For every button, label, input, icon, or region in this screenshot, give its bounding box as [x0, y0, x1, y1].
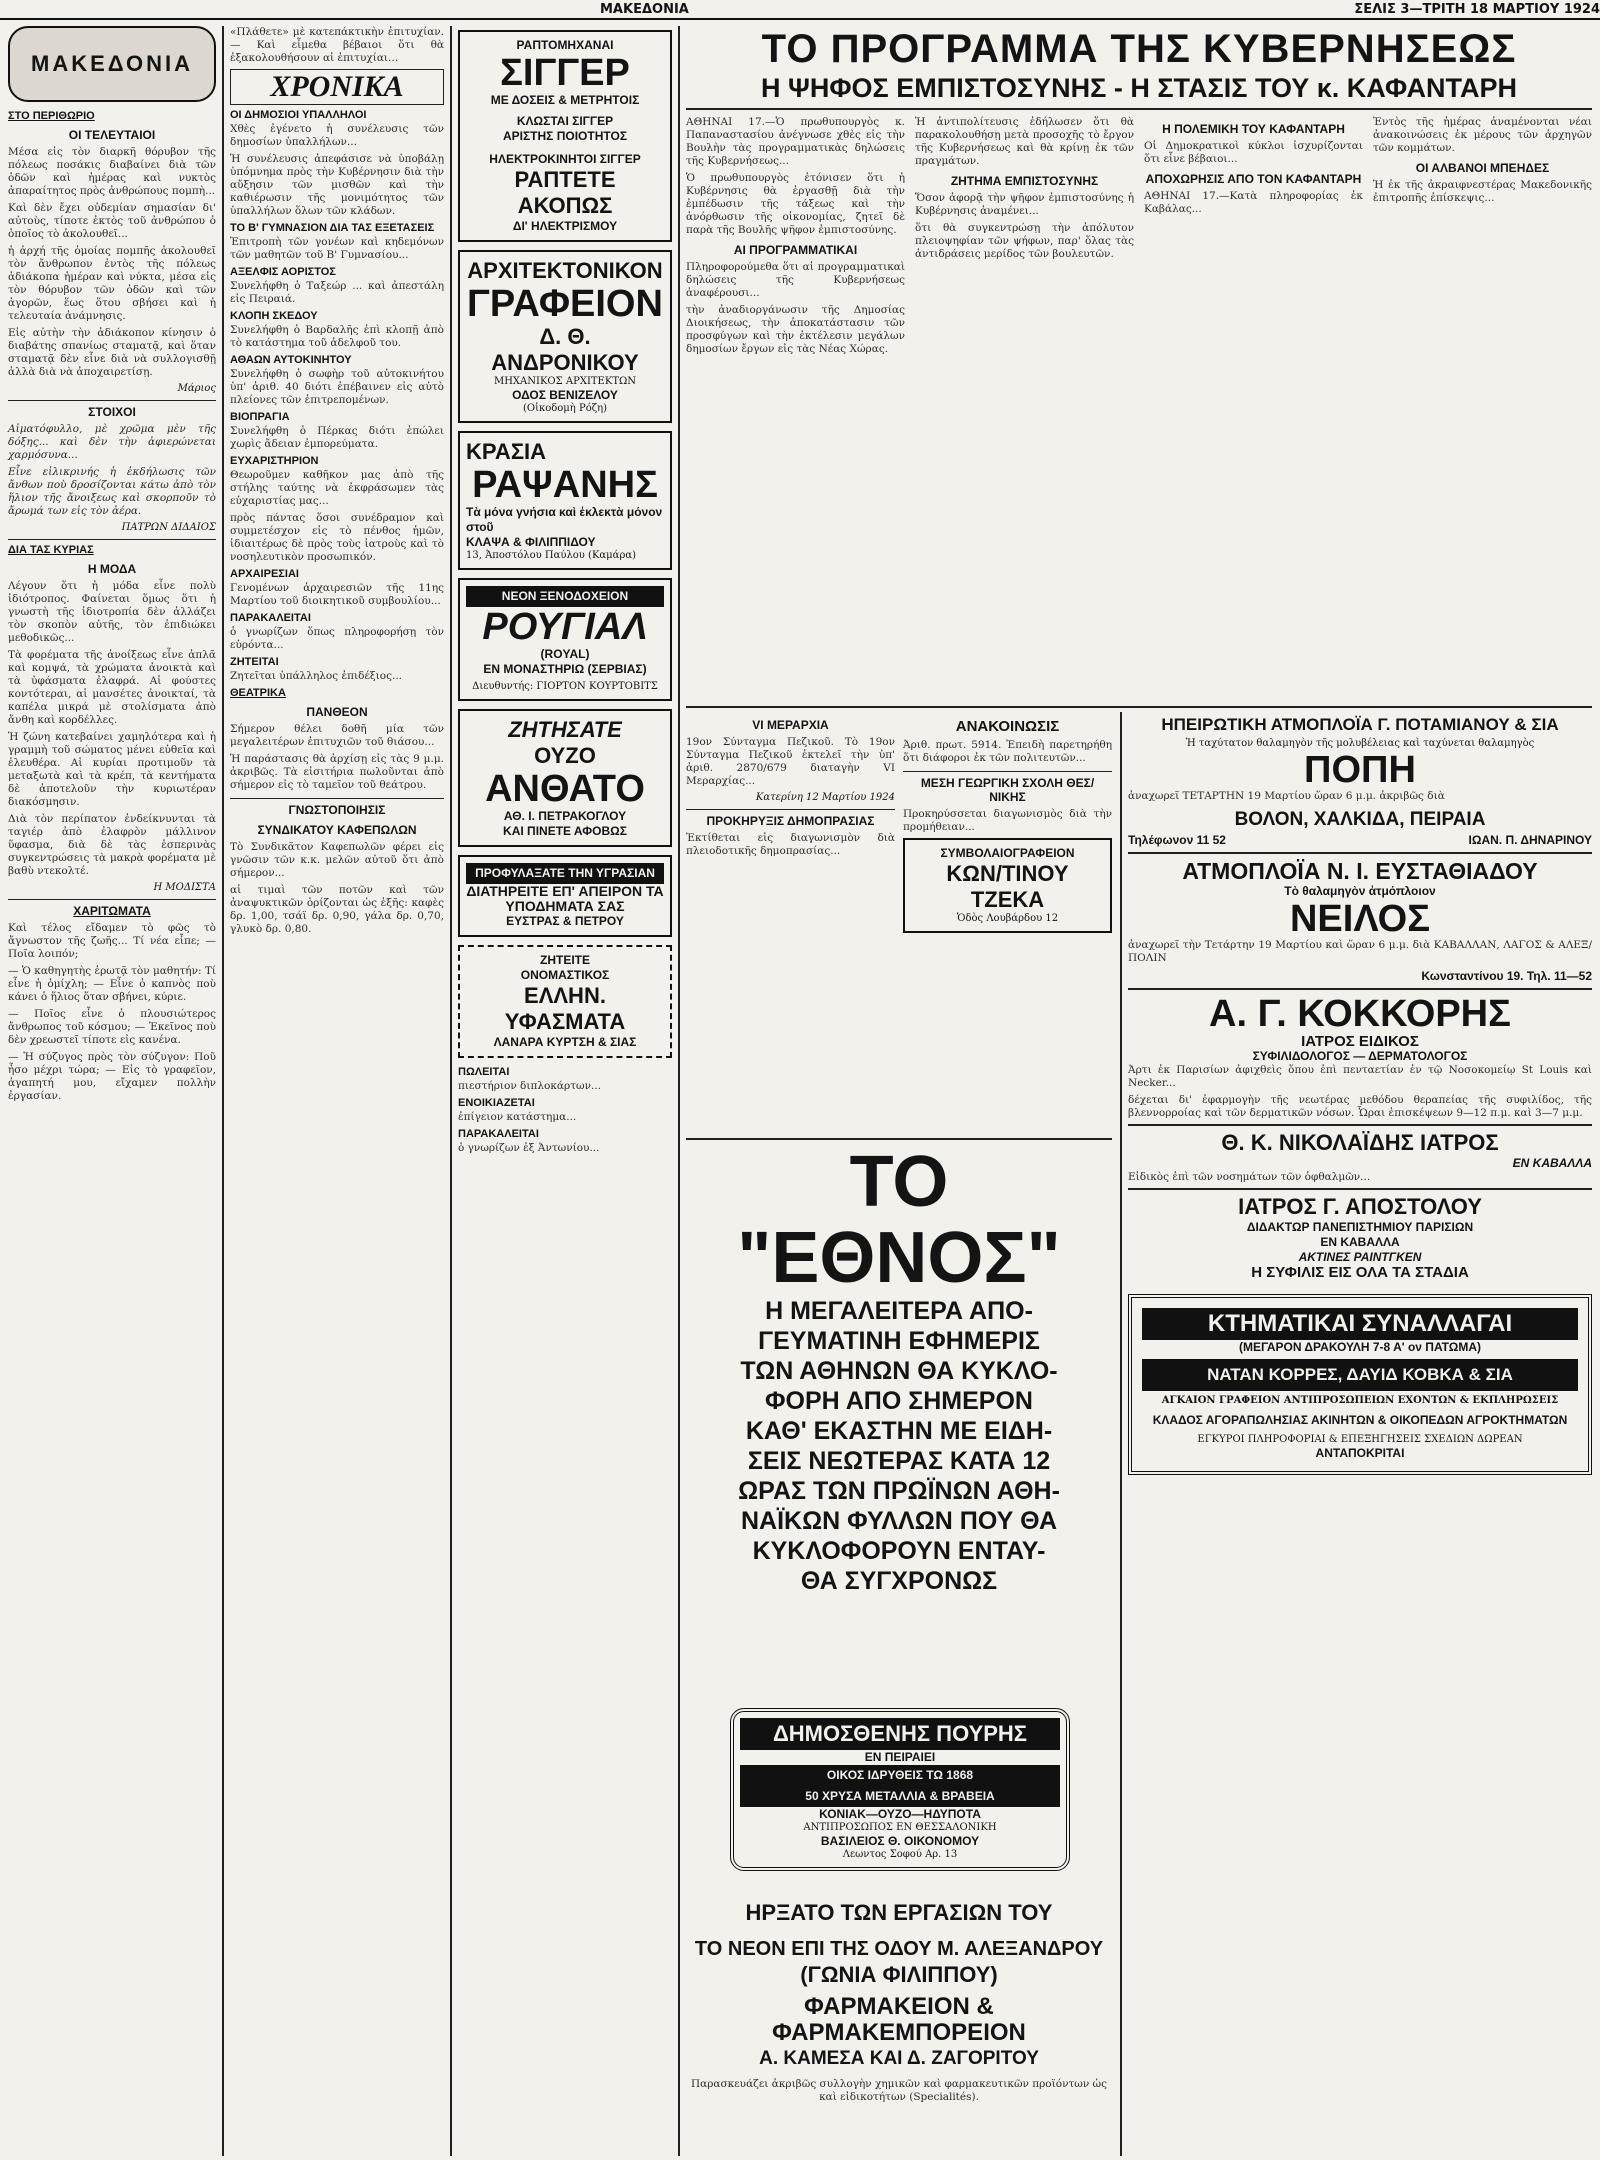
coop-line-3: ΝΑΤΑΝ ΚΟΡΡΕΣ, ΔΑΥΙΔ ΚΟΒΚΑ & ΣΙΑ — [1142, 1359, 1578, 1391]
pouris-line-1: ΔΗΜΟΣΘΕΝΗΣ ΠΟΥΡΗΣ — [740, 1718, 1060, 1750]
kokk-text: Ἀρτι ἐκ Παρισίων ἀφιχθεὶς ὅπου ἐπὶ πενταετίαν ἐν τῷ Νοσοκομείῳ St Louis καὶ Necker... — [1128, 1064, 1592, 1089]
debt-signature: Κατερίνη 12 Μαρτίου 1924 — [755, 792, 895, 803]
bio-title: ΒΙΟΠΡΑΓΙΑ — [230, 411, 290, 423]
arch-line-5: ΟΔΟΣ ΒΕΝΙΖΕΛΟΥ — [512, 388, 618, 402]
ethnos-line-7: ΩΡΑΣ ΤΩΝ ΠΡΩΪΝΩΝ ΑΘΗ- — [738, 1477, 1060, 1505]
nikol-title: Θ. Κ. ΝΙΚΟΛΑΪΔΗΣ ΙΑΤΡΟΣ — [1221, 1130, 1499, 1155]
prog-title: ΑΙ ΠΡΟΓΡΑΜΜΑΤΙΚΑΙ — [733, 243, 858, 257]
ad-rule — [1128, 852, 1592, 854]
sale-text: πιεστήριον διπλοκάρτων... — [458, 1080, 601, 1092]
article-last-filler-2: Εἰς αὐτὴν τὴν ἀδιάκοπον κίνησιν ὁ διαβάτης σπανίως σταματᾷ, καὶ ὅταν σταματᾷ δὲν εἶνε διὰ νὰ συλλογισθῇ ἀλλὰ διὰ νὰ ἀποχαιρετίσῃ. — [8, 327, 216, 378]
rent-title: ΕΝΟΙΚΙΑΖΕΤΑΙ — [458, 1097, 535, 1109]
kokk-title: Α. Γ. ΚΟΚΚΟΡΗΣ — [1209, 993, 1511, 1035]
ad-health — [458, 855, 672, 937]
potam-sub: Ἡ ταχύτατον θαλαμηγὸν τῆς μολυβέλειας καὶ ταχύνεται θαλαμηγὸς — [1185, 738, 1535, 749]
pouris-line-7: ΒΑΣΙΛΕΙΟΣ Θ. ΟΙΚΟΝΟΜΟΥ — [820, 1834, 980, 1848]
ethnos-line-8: ΝΑΪΚΩΝ ΦΥΛΛΩΝ ΠΟΥ ΘΑ — [740, 1507, 1058, 1535]
ad-notary — [903, 838, 1112, 933]
hotel-line-4: ΕΝ ΜΟΝΑΣΤΗΡΙΩ (ΣΕΡΒΙΑΣ) — [483, 662, 647, 676]
notary-line-2: ΚΩΝ/ΤΙΝΟΥ ΤΖΕΚΑ — [946, 861, 1069, 912]
fabric-line-1: ΖΗΤΕΙΤΕ — [540, 953, 590, 967]
masthead-date: ΣΕΛΙΣ 3—ΤΡΙΤΗ 18 ΜΑΡΤΙΟΥ 1924 — [1354, 1, 1600, 17]
singer-line-1: ΡΑΠΤΟΜΗΧΑΝΑΙ — [516, 38, 614, 52]
ouzo-line-3: ΑΝΘΑΤΟ — [485, 768, 645, 810]
polemic-text: Οἱ Δημοκρατικοὶ κύκλοι ἰσχυρίζονται ὅτι εἶνε βέβαιοι... — [1144, 140, 1363, 165]
neilos-text: ἀναχωρεῖ τὴν Τετάρτην 19 Μαρτίου καὶ ὥραν 6 μ.μ. διὰ ΚΑΒΑΛΛΑΝ, ΛΑΓΟΣ & ΑΛΕΞ/ΠΟΛΙΝ — [1128, 939, 1592, 964]
tender-text: Ἐκτίθεται εἰς διαγωνισμὸν διὰ πλειοδοτικῆς δημοπρασίας... — [686, 832, 895, 857]
article-last-title: ΟΙ ΤΕΛΕΥΤΑΙΟΙ — [68, 128, 156, 142]
poems-title: ΣΤΟΙΧΟΙ — [8, 400, 216, 419]
pouris-line-2: ΕΝ ΠΕΙΡΑΙΕΙ — [864, 1750, 936, 1764]
rent-text: ἐπίγειον κατάστημα... — [458, 1111, 577, 1123]
fashion-text: Λέγουν ὅτι ἡ μόδα εἶνε πολὺ ἰδιότροπος. Φαίνεται ὅμως ὅτι ἡ γνωστὴ τῆς ἰδιοτροπία δὲν ἀλλάζει τὸν σκοπὸν αὐτῆς, τὸν ἐπιδιώκει μεθοδικῶς... — [8, 580, 216, 644]
gossip-filler: — Ὁ καθηγητὴς ἐρωτᾷ τὸν μαθητήν: Τί εἶνε ἡ ὁμίχλη; — Εἶνε ὁ καπνὸς ποὺ κάνει ὁ ἥλιος ὅταν σβήνει, κύριε. — [8, 965, 216, 1003]
coop-line-5: ΚΛΑΔΟΣ ΑΓΟΡΑΠΩΛΗΣΙΑΣ ΑΚΙΝΗΤΩΝ & ΟΙΚΟΠΕΔΩΝ ΑΓΡΟΚΤΗΜΑΤΩΝ — [1152, 1413, 1568, 1427]
page-masthead — [0, 0, 1600, 20]
neilos-agent: Κωνσταντίνου 19. Τηλ. 11—52 — [1421, 969, 1592, 983]
potam-title: ΗΠΕΙΡΩΤΙΚΗ ΑΤΜΟΠΛΟΪΑ Γ. ΠΟΤΑΜΙΑΝΟΥ & ΣΙΑ — [1161, 715, 1559, 734]
ad-pouris — [730, 1708, 1070, 1858]
ouzo-line-4: ΑΘ. Ι. ΠΕΤΡΑΚΟΓΛΟΥ — [503, 809, 627, 823]
column-rule — [1120, 712, 1122, 2156]
popi-footer — [1128, 833, 1592, 848]
lower-notices — [686, 712, 1112, 1130]
coop-line-6: ΕΓΚΥΡΟΙ ΠΛΗΡΟΦΟΡΙΑΙ & ΕΠΕΞΗΓΗΣΕΙΣ ΣΧΕΔΙΩΝ ΔΩΡΕΑΝ — [1197, 1434, 1523, 1445]
theatre-subtitle: ΠΑΝΘΕΟΝ — [306, 705, 368, 719]
ethnos-line-1: Η ΜΕΓΑΛΕΙΤΕΡΑ ΑΠΟ- — [765, 1297, 1033, 1325]
school-text: Προκηρύσσεται διαγωνισμὸς διὰ τὴν προμήθειαν... — [903, 808, 1112, 833]
pharmacy-line-2: ΤΟ ΝΕΟΝ ΕΠΙ ΤΗΣ ΟΔΟΥ Μ. ΑΛΕΞΑΝΔΡΟΥ — [694, 1938, 1104, 1960]
ethnos-line-3: ΤΩΝ ΑΘΗΝΩΝ ΘΑ ΚΥΚΛΟ- — [740, 1357, 1058, 1385]
arch-line-4: ΜΗΧΑΝΙΚΟΣ ΑΡΧΙΤΕΚΤΩΝ — [493, 376, 637, 387]
coop-line-4: ΑΓΚΑΙΟΝ ΓΡΑΦΕΙΟΝ ΑΝΤΙΠΡΟΣΩΠΕΙΩΝ ΕΧΟΝΤΩΝ & ΕΚΠΛΗΡΩΣΕΙΣ — [1161, 1395, 1559, 1406]
resign-text: Γενομένων ἀρχαιρεσιῶν τῆς 11ης Μαρτίου τοῦ διοικητικοῦ συμβουλίου... — [230, 582, 444, 607]
bio-filler: Συνελήφθη ὁ Πέρκας διότι ἐπώλει χωρὶς ἄδειαν ἐμπορεύματα. — [230, 425, 444, 450]
arch-line-2: ΓΡΑΦΕΙΟΝ — [467, 283, 663, 325]
notice-subtitle: ΣΥΝΔΙΚΑΤΟΥ ΚΑΦΕΠΩΛΩΝ — [257, 823, 417, 837]
apost-sub: ΔΙΔΑΚΤΩΡ ΠΑΝΕΠΙΣΤΗΜΙΟΥ ΠΑΡΙΣΙΩΝ — [1246, 1220, 1474, 1234]
kokk-filler: δέχεται δι' ἐφαρμογὴν τῆς νεωτέρας μεθόδου θεραπείας τῆς συφιλίδος, τῆς βλεννορροίας καὶ τῶν δερματικῶν νόσων. Ὧραι ἐπισκέψεων 9—12 π.μ. καὶ 3—7 μ.μ. — [1128, 1094, 1592, 1119]
ad-singer — [458, 30, 672, 242]
ethnos-title: ΤΟ "ΕΘΝΟΣ" — [737, 1142, 1061, 1298]
column-3-ads — [458, 26, 672, 2154]
chronicle-title: ΧΡΟΝΙΚΑ — [230, 69, 444, 105]
coop-line-1: ΚΤΗΜΑΤΙΚΑΙ ΣΥΝΑΛΛΑΓΑΙ — [1142, 1308, 1578, 1340]
kokk-sub: ΙΑΤΡΟΣ ΕΙΔΙΚΟΣ — [1301, 1033, 1419, 1050]
fashion-signature: Η ΜΟΔΙΣΤΑ — [153, 882, 216, 893]
ouzo-line-5: ΚΑΙ ΠΙΝΕΤΕ ΑΦΟΒΩΣ — [503, 824, 627, 838]
thanks-title: ΕΥΧΑΡΙΣΤΗΡΙΟΝ — [230, 455, 319, 467]
pharmacy-line-3: (ΓΩΝΙΑ ΦΙΛΙΠΠΟΥ) — [800, 1962, 998, 1987]
intro-text: «Πλάθετε» μὲ κατεπάκτικὴν ἐπιτυχίαν. — Καὶ εἶμεθα βέβαιοι ὅτι θὰ ἐξακολουθήσουν αἱ ἐπιτυχίαι... — [230, 26, 444, 64]
singer-line-7: ΡΑΠΤΕΤΕ ΑΚΟΠΩΣ — [514, 167, 616, 218]
headline: ΤΟ ΠΡΟΓΡΑΜΜΑ ΤΗΣ ΚΥΒΕΡΝΗΣΕΩΣ — [761, 27, 1517, 71]
apost-sub3: ΑΚΤΙΝΕΣ ΡΑΙΝΤΓΚΕΝ — [1298, 1250, 1422, 1264]
notices-col-b — [903, 712, 1112, 1130]
coop-line-2: (ΜΕΓΑΡΟΝ ΔΡΑΚΟΥΛΗ 7-8 Α' ον ΠΑΤΩΜΑ) — [1238, 1340, 1482, 1354]
popi-agent: ΙΩΑΝ. Π. ΔΗΝΑΡΙΝΟΥ — [1468, 833, 1592, 847]
column-rule — [222, 26, 224, 2156]
poems-text: Αἰματόφυλλο, μὲ χρῶμα μὲν τῆς δόξης... καὶ δὲν τὴν ἀφιερώνεται χαρμόσυνα... — [8, 423, 216, 461]
popi-dest: ΒΟΛΟΝ, ΧΑΛΚΙΔΑ, ΠΕΙΡΑΙΑ — [1234, 809, 1486, 830]
article-last-filler: ἡ ἀρχή τῆς ὁμοίας πομπῆς ἀκολουθεῖ τὸν ἄνθρωπον ἐντὸς τῆς πόλεως ἀδιάκοπα ἡμέραν καὶ νύκτα, μέσα εἰς τὸν θόρυβον τῶν ὁδῶν καὶ τῶν ἀγορῶν, ἕως ὅτου σβήσει καὶ ἡ τελευταία ἀνάμνησις. — [8, 245, 216, 322]
conf-title: ΖΗΤΗΜΑ ΕΜΠΙΣΤΟΣΥΝΗΣ — [950, 174, 1099, 188]
popi-tel: Τηλέφωνον 11 52 — [1128, 833, 1226, 847]
wine-line-5: 13, Ἀποστόλου Παύλου (Καμάρα) — [466, 550, 636, 561]
paper-logo — [8, 26, 216, 102]
main-col-c — [1144, 116, 1363, 360]
ad-rule — [1128, 1124, 1592, 1126]
prog-text: Πληροφορούμεθα ὅτι αἱ προγραμματικαὶ δηλώσεις τῆς Κυβερνήσεως ἀναφέρουσι... — [686, 261, 905, 299]
col-d-filler: Ἐντὸς τῆς ἡμέρας ἀναμένονται νέαι ἀνακοινώσεις ἐκ μέρους τῶν ἀρχηγῶν τῶν κομμάτων. — [1373, 116, 1592, 154]
hotel-line-5: Διευθυντής: ΓΙΟΡΤΟΝ ΚΟΥΡΤΟΒΙΤΣ — [472, 681, 658, 692]
missing-text: Συνελήφθη ὁ Ταξεώρ ... καὶ ἀπεστάλη εἰς Πειραιά. — [230, 280, 444, 305]
pouris-line-8: Λεωντος Σοφού Αρ. 13 — [842, 1849, 958, 1860]
theatre-title: ΘΕΑΤΡΙΚΑ — [230, 687, 286, 699]
thanks-text: Θεωροῦμεν καθῆκον μας ἀπὸ τῆς στήλης ταύτης νὰ ἐκφράσωμεν τὰς εὐχαριστίας μας... — [230, 469, 444, 507]
right-ads — [1128, 712, 1592, 2156]
theft-title: ΚΛΟΠΗ ΣΚΕΔΟΥ — [230, 310, 318, 322]
pharmacy-line-5: Α. ΚΑΜΕΣΑ ΚΑΙ Δ. ΖΑΓΟΡΙΤΟΥ — [759, 2048, 1039, 2069]
main-col-d — [1373, 116, 1592, 360]
ad-fabric — [458, 945, 672, 1058]
column-rule — [450, 26, 452, 2156]
main-col-b — [915, 116, 1134, 360]
officials-title: ΟΙ ΔΗΜΟΣΙΟΙ ΥΠΑΛΛΗΛΟΙ — [230, 109, 367, 121]
singer-line-5: ΑΡΙΣΤΗΣ ΠΟΙΟΤΗΤΟΣ — [502, 129, 628, 143]
debt-title: VI ΜΕΡΑΡΧΙΑ — [752, 718, 829, 732]
ethnos-line-10: ΘΑ ΣΥΓΧΡΟΝΩΣ — [800, 1567, 998, 1595]
poems-filler: Εἶνε εἰλικρινής ἡ ἐκδήλωσις τῶν ἄνθων ποὺ δροσίζονται κάτω ἀπὸ τὸν ἥλιον τῆς ἄνοιξεως καὶ σκορποῦν τὸ ἄρωμά των εἰς τὸν ἀέρα. — [8, 466, 216, 517]
wine-line-4: ΚΛΑΨΑ & ΦΙΛΙΠΠΙΔΟΥ — [466, 535, 596, 549]
notary-line-3: Ὁδὸς Λουβάρδου 12 — [956, 913, 1059, 924]
gossip-filler-2: — Ποῖος εἶνε ὁ πλουσιώτερος ἄνθρωπος τοῦ κόσμου; — Ἐκεῖνος ποὺ δὲν χρεωστεῖ τίποτε εἰς κανένα. — [8, 1008, 216, 1046]
school-title: ΜΕΣΗ ΓΕΩΡΓΙΚΗ ΣΧΟΛΗ ΘΕΣ/ΝΙΚΗΣ — [903, 771, 1112, 804]
poems-signature: ΠΑΤΡΩΝ ΔΙΔΑΙΟΣ — [121, 522, 216, 533]
health-line-1: ΠΡΟΦΥΛΑΞΑΤΕ ΤΗΝ ΥΓΡΑΣΙΑΝ — [466, 863, 664, 884]
apost-sub2: ΕΝ ΚΑΒΑΛΛΑ — [1320, 1235, 1400, 1249]
fashion-filler-3: Διὰ τὸν περίπατον ἐνδείκνυνται τὰ ταγιέρ ἀπὸ ἐλαφρὸν μάλλινον ὕφασμα, διὰ δὲ τὰς ἑσπερινὰς συγκεντρώσεις τὰ μακρὰ φορέματα μὲ βαθὺ ντεκολτέ. — [8, 813, 216, 877]
fabric-line-3: ΕΛΛΗΝ. ΥΦΑΣΜΑΤΑ — [504, 983, 626, 1034]
column-rule — [678, 26, 680, 2156]
notice-title: ΓΝΩΣΤΟΠΟΙΗΣΙΣ — [230, 798, 444, 817]
pouris-box — [730, 1708, 1070, 1871]
hotel-line-2: ΡΟΥΓΙΑΛ — [482, 606, 648, 648]
section-peripheral: ΣΤΟ ΠΕΡΙΘΩΡΙΟ — [8, 110, 95, 122]
ethnos-line-5: ΚΑΘ' ΕΚΑΣΤΗΝ ΜΕ ΕΙΔΗ- — [745, 1417, 1053, 1445]
main-col-a — [686, 116, 905, 360]
ladies-section: ΔΙΑ ΤΑΣ ΚΥΡΙΑΣ — [8, 539, 216, 556]
apost-text: Η ΣΥΦΙΛΙΣ ΕΙΣ ΟΛΑ ΤΑ ΣΤΑΔΙΑ — [1251, 1264, 1469, 1281]
singer-line-8: ΔΙ' ΗΛΕΚΤΡΙΣΜΟΥ — [512, 219, 618, 233]
wanted-text: Ζητεῖται ὑπάλληλος ἐπιδέξιος... — [230, 670, 403, 682]
arch-line-3: Δ. Θ. ΑΝΔΡΟΝΙΚΟΥ — [491, 324, 639, 375]
pouris-line-3: ΟΙΚΟΣ ΙΔΡΥΘΕΙΣ ΤΩ 1868 — [740, 1765, 1060, 1786]
pharmacy-line-6: Παρασκευάζει ἀκριβῶς συλλογὴν χημικῶν καὶ φαρμακευτικῶν προϊόντων ὡς καὶ εἰδικοτήτων (Specialités). — [691, 2078, 1107, 2103]
announce-title: ΑΝΑΚΟΙΝΩΣΙΣ — [955, 718, 1060, 735]
conf-text: Ὅσον ἀφορᾷ τὴν ψῆφον ἐμπιστοσύνης ἡ Κυβέρνησις ἀναμένει... — [915, 192, 1134, 217]
gossip-text: Καὶ τέλος εἴδαμεν τὸ φῶς τὸ ἄγνωστον τῆς ζωῆς... Τί νέα εἶπε; — Ποῖα λοιπόν; — [8, 922, 216, 960]
eust-title: ΑΤΜΟΠΛΟΪΑ Ν. Ι. ΕΥΣΤΑΘΙΑΔΟΥ — [1182, 858, 1538, 884]
auto-title: ΑΘΑΩΝ ΑΥΤΟΚΙΝΗΤΟΥ — [230, 354, 352, 366]
withdraw-text: ΑΘΗΝΑΙ 17.—Κατὰ πληροφορίας ἐκ Καβάλας... — [1144, 190, 1363, 215]
notice-text: Τὸ Συνδικᾶτον Καφεπωλῶν φέρει εἰς γνῶσιν τῶν κ.κ. μελῶν αὐτοῦ ὅτι ἀπὸ σήμερον... — [230, 841, 444, 879]
ad-wine — [458, 431, 672, 570]
section-rule — [686, 706, 1592, 708]
neilos-name: ΝΕΙΛΟΣ — [1289, 898, 1431, 940]
logo-text: ΜΑΚΕΔΟΝΙΑ — [31, 51, 193, 76]
auto-filler: Συνελήφθη ὁ σωφὴρ τοῦ αὐτοκινήτου ὑπ' ἀριθ. 40 διότι ἐπέβαινεν εἰς αὐτὸ πλείονες τῶν ἐπιτρεπομένων. — [230, 368, 444, 406]
column-1 — [8, 26, 216, 2154]
conf-filler: ὅτι θὰ συγκεντρώσῃ τὴν ἀπόλυτον πλειοψηφίαν τῶν ψήφων, παρ' ὅλας τὰς ἀντιδράσεις μερίδος τῶν βουλευτῶν. — [915, 222, 1134, 260]
announce-text: Ἀριθ. πρωτ. 5914. Ἐπειδὴ παρετηρήθη ὅτι διάφοροι ἐκ τῶν πολιτευτῶν... — [903, 739, 1112, 764]
singer-line-6: ΗΛΕΚΤΡΟΚΙΝΗΤΟΙ ΣΙΓΓΕΡ — [489, 152, 641, 166]
ouzo-line-1: ΖΗΤΗΣΑΤΕ — [508, 717, 622, 742]
withdraw-title: ΑΠΟΧΩΡΗΣΙΣ ΑΠΟ ΤΟΝ ΚΑΦΑΝΤΑΡΗ — [1145, 172, 1362, 186]
wine-line-2: ΡΑΨΑΝΗΣ — [472, 464, 658, 506]
gymnasium-title: ΤΟ Β' ΓΥΜΝΑΣΙΟΝ ΔΙΑ ΤΑΣ ΕΞΕΤΑΣΕΙΣ — [230, 222, 435, 234]
apost-title: ΙΑΤΡΟΣ Γ. ΑΠΟΣΤΟΛΟΥ — [1238, 1194, 1482, 1219]
fabric-line-2: ΟΝΟΜΑΣΤΙΚΟΣ — [520, 968, 610, 982]
main-article-columns — [686, 116, 1592, 360]
nikol-sub: ΕΝ ΚΑΒΑΛΛΑ — [1512, 1156, 1592, 1170]
hotel-line-3: (ROYAL) — [540, 647, 590, 661]
wine-line-3: Τὰ μόνα γνήσια καὶ ἐκλεκτὰ μόνον στοῦ — [466, 505, 663, 534]
nikol-text: Εἰδικὸς ἐπὶ τῶν νοσημάτων τῶν ὀφθαλμῶν... — [1128, 1171, 1371, 1183]
prog-filler: τὴν ἀναδιοργάνωσιν τῆς Δημοσίας Διοικήσεως, τὴν ἀποκατάστασιν τῶν προσφύγων καὶ τὴν ἐκτέλεσιν μεγάλων δημοσίων ἔργων εἰς τὰς Νέας Χώρας. — [686, 304, 905, 355]
gossip-title: ΧΑΡΙΤΩΜΑΤΑ — [8, 899, 216, 918]
health-line-3: ΕΥΣΤΡΑΣ & ΠΕΤΡΟΥ — [506, 914, 624, 928]
theft-filler: Συνελήφθη ὁ Βαρδαλῆς ἐπὶ κλοπῇ ἀπὸ τὸ κατάστημα τοῦ ἀδελφοῦ του. — [230, 324, 444, 349]
wanted-title: ΖΗΤΕΙΤΑΙ — [230, 656, 279, 668]
arch-line-6: (Οἰκοδομὴ Ρόζη) — [522, 403, 608, 414]
article-last-p1: Μέσα εἰς τὸν διαρκῆ θόρυβον τῆς πόλεως ποσάκις διαβαίνει διὰ τῶν ὁδῶν καὶ ἡμέρας καὶ νυκτὸς ἀπαραίτητος πρὸς ἀνθρώπους πομπὴ... — [8, 146, 216, 197]
fashion-title: Η ΜΟΔΑ — [87, 562, 137, 576]
masthead-paper-name: ΜΑΚΕΔΟΝΙΑ — [600, 1, 689, 17]
ad-architect — [458, 250, 672, 423]
section-rule — [686, 1138, 1112, 1140]
pharmacy-line-1: ΗΡΞΑΤΟ ΤΩΝ ΕΡΓΑΣΙΩΝ ΤΟΥ — [745, 1900, 1053, 1925]
ethnos-line-4: ΦΟΡΗ ΑΠΟ ΣΗΜΕΡΟΝ — [765, 1387, 1033, 1415]
singer-line-4: ΚΛΩΣΤΑΙ ΣΙΓΓΕΡ — [516, 114, 614, 128]
ad-rule — [1128, 988, 1592, 990]
pouris-line-4: 50 ΧΡΥΣΑ ΜΕΤΑΛΛΙΑ & ΒΡΑΒΕΙΑ — [740, 1786, 1060, 1807]
column-2 — [230, 26, 444, 2154]
request-title: ΠΑΡΑΚΑΛΕΙΤΑΙ — [230, 612, 311, 624]
wine-line-1: ΚΡΑΣΙΑ — [466, 439, 547, 464]
ad-rule — [1128, 1188, 1592, 1190]
col-b-filler: Ἡ ἀντιπολίτευσις ἐδήλωσεν ὅτι θὰ παρακολουθήσῃ μετὰ προσοχῆς τὸ ἔργον τῆς Κυβερνήσεως καὶ θὰ κρίνῃ ἐκ τῶν πραγμάτων. — [915, 116, 1134, 167]
officials-filler: Ἡ συνέλευσις ἀπεφάσισε νὰ ὑποβάλῃ ὑπόμνημα πρὸς τὴν Κυβέρνησιν διὰ τὴν αὔξησιν τῶν μισθῶν καὶ τὴν καθιέρωσιν τῆς μονιμότητος τῶν ὑπαλλήλων ὅλων τῶν κλάδων. — [230, 153, 444, 217]
missing-title: ΑΞΕΛΦΙΣ ΑΟΡΙΣΤΟΣ — [230, 266, 336, 278]
albanian-title: ΟΙ ΑΛΒΑΝΟΙ ΜΠΕΗΔΕΣ — [1415, 161, 1550, 175]
article-last-signature: Μάριος — [177, 383, 216, 394]
singer-line-2: ΣΙΓΓΕΡ — [500, 52, 630, 94]
lead-text: ΑΘΗΝΑΙ 17.—Ὁ πρωθυπουργὸς κ. Παπαναστασίου ἀνέγνωσε χθὲς εἰς τὴν Βουλὴν τὰς προγραμματικὰς δηλώσεις τῆς Κυβερνήσεως... — [686, 116, 905, 167]
ouzo-line-2: ΟΥΖΟ — [534, 743, 596, 768]
hotel-line-1: ΝΕΟΝ ΞΕΝΟΔΟΧΕΙΟΝ — [466, 586, 664, 607]
albanian-text: Ἡ ἐκ τῆς ἀκραιφνεστέρας Μακεδονικῆς ἐπιτροπῆς ἐπίσκεψις... — [1373, 179, 1592, 204]
pharmacy-line-4: ΦΑΡΜΑΚΕΙΟΝ & ΦΑΡΜΑΚΕΜΠΟΡΕΙΟΝ — [772, 1993, 1026, 2046]
theatre-text: Σήμερον θέλει δοθῆ μία τῶν μεγαλειτέρων ἐπιτυχιῶν τοῦ θιάσου... — [230, 723, 444, 748]
main-article — [686, 26, 1592, 706]
notice-filler: αἱ τιμαὶ τῶν ποτῶν καὶ τῶν ἀναψυκτικῶν ὁρίζονται ὡς ἑξῆς: καφὲς δρ. 1,00, τσάϊ δρ. 0,90, γάλα δρ. 0,70, γλυκὸ δρ. 0,80. — [230, 884, 444, 935]
please-title: ΠΑΡΑΚΑΛΕΙΤΑΙ — [458, 1128, 539, 1140]
health-line-2: ΔΙΑΤΗΡΕΙΤΕ ΕΠ' ΑΠΕΙΡΟΝ ΤΑ ΥΠΟΔΗΜΑΤΑ ΣΑΣ — [466, 883, 664, 914]
coop-line-7: ΑΝΤΑΠΟΚΡΙΤΑΙ — [1315, 1446, 1405, 1460]
ad-pharmacy — [686, 1900, 1112, 2150]
eust-sub: Τὸ θαλαμηγὸν ἀτμόπλοιον — [1284, 884, 1436, 898]
notices-col-a — [686, 712, 895, 1130]
tender-title: ΠΡΟΚΗΡΥΞΙΣ ΔΗΜΟΠΡΑΣΙΑΣ — [686, 809, 895, 828]
singer-line-3: ΜΕ ΔΟΣΕΙΣ & ΜΕΤΡΗΤΟΙΣ — [490, 93, 640, 107]
request-text: ὁ γνωρίζων ὅπως πληροφορήσῃ τὸν εὑρόντα... — [230, 626, 444, 651]
subheadline: Η ΨΗΦΟΣ ΕΜΠΙΣΤΟΣΥΝΗΣ - Η ΣΤΑΣΙΣ ΤΟΥ κ. ΚΑΦΑΝΤΑΡΗ — [686, 72, 1592, 110]
resign-title: ΑΡΧΑΙΡΕΣΙΑΙ — [230, 568, 299, 580]
ad-ouzo — [458, 709, 672, 847]
ad-ethnos — [686, 1142, 1112, 1595]
fabric-line-4: ΛΑΝΑΡΑ ΚΥΡΤΣΗ & ΣΙΑΣ — [493, 1035, 637, 1049]
polemic-title: Η ΠΟΛΕΜΙΚΗ ΤΟΥ ΚΑΦΑΝΤΑΡΗ — [1162, 122, 1345, 136]
popi-name: ΠΟΠΗ — [1304, 749, 1416, 791]
ad-real-estate — [1128, 1294, 1592, 1475]
article-last-p2: Καὶ δὲν ἔχει οὐδεμίαν σημασίαν δι' αὐτοὺς, τίποτε ἐκτὸς τοῦ ἀνθρώπου ὁ ὁποῖος τὸ ἀκολουθεῖ... — [8, 202, 216, 240]
pouris-line-5: ΚΟΝΙΑΚ—ΟΥΖΟ—ΗΔΥΠΟΤΑ — [819, 1807, 981, 1821]
fashion-filler-2: Ἡ ζώνη κατεβαίνει χαμηλότερα καὶ ἡ γραμμὴ τοῦ σώματος μένει εὐθεῖα καὶ ἐλευθέρα. Αἱ κυρίαι προτιμοῦν τὰ μεταξωτὰ καὶ τὰ κρέπ, τὰ κεντήματα δὲ ἀποτελοῦν τὴν κυριωτέραν διακόσμησιν. — [8, 731, 216, 808]
ethnos-line-6: ΣΕΙΣ ΝΕΩΤΕΡΑΣ ΚΑΤΑ 12 — [747, 1447, 1051, 1475]
pouris-line-6: ΑΝΤΙΠΡΟΣΩΠΟΣ ΕΝ ΘΕΣΣΑΛΟΝΙΚΗ — [803, 1822, 997, 1833]
ethnos-line-9: ΚΥΚΛΟΦΟΡΟΥΝ ΕΝΤΑΥ- — [752, 1537, 1046, 1565]
theatre-filler: Ἡ παράστασις θὰ ἀρχίσῃ εἰς τὰς 9 μ.μ. ἀκριβῶς. Τὰ εἰσιτήρια πωλοῦνται ἀπὸ σήμερον εἰς τὸ ταμεῖον τοῦ θεάτρου. — [230, 753, 444, 791]
debt-text: 19ον Σύνταγμα Πεζικοῦ. Τὸ 19ον Σύνταγμα Πεζικοῦ ἐκτελεῖ τὴν ὑπ' ἀριθ. 2870/679 διαταγὴν VI Μεραρχίας... — [686, 736, 895, 787]
please-text: ὁ γνωρίζων ἐξ Ἀντωνίου... — [458, 1142, 600, 1154]
arch-line-1: ΑΡΧΙΤΕΚΤΟΝΙΚΟΝ — [467, 258, 663, 283]
sale-title: ΠΩΛΕΙΤΑΙ — [458, 1066, 510, 1078]
officials-text: Χθὲς ἐγένετο ἡ συνέλευσις τῶν δημοσίων ὑπαλλήλων... — [230, 123, 444, 148]
ad-hotel — [458, 578, 672, 701]
lead-filler: Ὁ πρωθυπουργὸς ἐτόνισεν ὅτι ἡ Κυβέρνησις θὰ ἐργασθῇ διὰ τὴν ἐμπέδωσιν τῆς τάξεως καὶ τὴν ἀνόρθωσιν τῆς οἰκονομίας, ζητεῖ δὲ παρὰ τῆς Βουλῆς ψῆφον ἐμπιστοσύνης. — [686, 172, 905, 236]
kokk-sub2: ΣΥΦΙΛΙΔΟΛΟΓΟΣ — ΔΕΡΜΑΤΟΛΟΓΟΣ — [1252, 1049, 1468, 1063]
notary-line-1: ΣΥΜΒΟΛΑΙΟΓΡΑΦΕΙΟΝ — [940, 846, 1075, 860]
gymnasium-text: Ἐπιτροπὴ τῶν γονέων καὶ κηδεμόνων τῶν μαθητῶν τοῦ Β' Γυμνασίου... — [230, 236, 444, 261]
fashion-filler: Τὰ φορέματα τῆς ἀνοίξεως εἶνε ἁπλᾶ καὶ κομψά, τὰ χρώματα ἀνοικτὰ καὶ τὰ ὑφάσματα ἐλαφρά. Αἱ φούστες κοντότεραι, αἱ μανσέτες ἀνοικταί, τὰ καπέλα μικρά μὲ στολίσματα ἀπὸ ἄνθη καὶ κορδέλλες. — [8, 649, 216, 726]
popi-text: ἀναχωρεῖ ΤΕΤΑΡΤΗΝ 19 Μαρτίου ὥραν 6 μ.μ. ἀκριβῶς διὰ — [1128, 790, 1445, 802]
thanks-filler: πρὸς πάντας ὅσοι συνέδραμον καὶ συμμετέσχον εἰς τὸ πένθος ἡμῶν, ἰδιαιτέρως δὲ πρὸς τοὺς ἰατροὺς καὶ τὸ νοσηλευτικὸν προσωπικόν. — [230, 512, 444, 563]
ethnos-line-2: ΓΕΥΜΑΤΙΝΗ ΕΦΗΜΕΡΙΣ — [758, 1327, 1040, 1355]
gossip-filler-3: — Ἡ σύζυγος πρὸς τὸν σύζυγον: Ποῦ ἦσο μέχρι τώρα; — Εἰς τὸ γραφεῖον, ἀγαπητή μου, εἴχαμεν πολλὴν ἐργασίαν. — [8, 1051, 216, 1102]
